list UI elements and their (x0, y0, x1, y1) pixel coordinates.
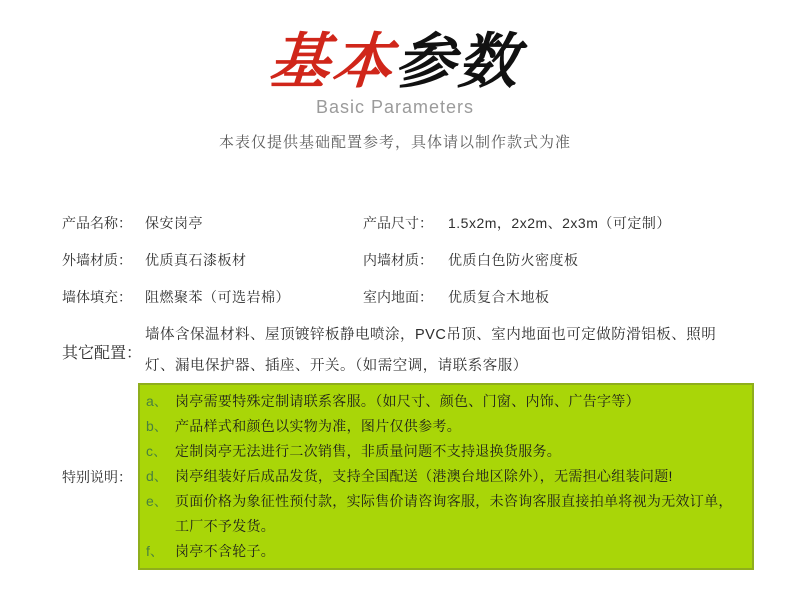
note-item-b (146, 414, 744, 439)
value-product-name: 保安岗亭 (145, 214, 203, 231)
note-text-c: 定制岗亭无法进行二次销售，非质量问题不支持退换货服务。 (175, 443, 562, 459)
param-row-product (62, 204, 754, 241)
special-notes-section (62, 383, 754, 570)
note-text-e: 页面价格为象征性预付款，实际售价请咨询客服，未咨询客服直接拍单将视为无效订单，工厂不予发货。 (175, 493, 733, 534)
param-row-other-config (62, 320, 754, 382)
subtitle-english: Basic Parameters (315, 97, 475, 117)
special-notes-box (138, 383, 754, 570)
label-product-size: 产品尺寸： (363, 214, 433, 231)
note-key-a: a、 (146, 393, 168, 409)
value-interior-wall: 优质白色防火密度板 (448, 251, 579, 268)
note-text-d: 岗亭组装好后成品发货，支持全国配送（港澳台地区除外），无需担心组装问题! (175, 468, 673, 484)
value-indoor-floor: 优质复合木地板 (448, 288, 550, 305)
note-key-d: d、 (146, 468, 168, 484)
value-other-config: 墙体含保温材料、屋顶镀锌板静电喷涂，PVC吊顶、室内地面也可定做防滑铝板、照明灯、漏电保护器、插座、开关。（如需空调，请联系客服） (145, 327, 717, 374)
note-item-a (146, 389, 744, 414)
note-key-c: c、 (146, 443, 167, 459)
note-item-f (146, 539, 744, 564)
label-other-config: 其它配置： (62, 344, 143, 362)
label-wall-filling: 墙体填充： (62, 288, 132, 305)
disclaimer-note: 本表仅提供基础配置参考，具体请以制作款式为准 (218, 134, 571, 151)
note-text-a: 岗亭需要特殊定制请联系客服。（如尺寸、颜色、门窗、内饰、广告字等） (175, 393, 640, 409)
param-row-filling (62, 278, 754, 315)
label-interior-wall: 内墙材质： (363, 251, 433, 268)
note-item-e (146, 489, 744, 539)
note-key-b: b、 (146, 418, 168, 434)
note-item-c (146, 439, 744, 464)
note-item-d (146, 464, 744, 489)
value-product-size: 1.5x2m，2x2m、2x3m（可定制） (448, 214, 671, 231)
label-product-name: 产品名称： (62, 214, 132, 231)
note-key-f: f、 (146, 543, 164, 559)
page-title (0, 28, 790, 96)
title-red-part: 基本 (266, 27, 398, 97)
label-exterior-wall: 外墙材质： (62, 251, 132, 268)
value-wall-filling: 阻燃聚苯（可选岩棉） (145, 288, 290, 305)
note-key-e: e、 (146, 493, 168, 509)
note-text-b: 产品样式和颜色以实物为准，图片仅供参考。 (175, 418, 461, 434)
label-indoor-floor: 室内地面： (363, 288, 433, 305)
parameters-section (62, 204, 754, 382)
label-special-notes: 特别说明： (62, 468, 132, 485)
note-text-f: 岗亭不含轮子。 (175, 543, 276, 559)
title-black-part: 参数 (392, 27, 524, 97)
param-row-wall (62, 241, 754, 278)
value-exterior-wall: 优质真石漆板材 (145, 251, 247, 268)
